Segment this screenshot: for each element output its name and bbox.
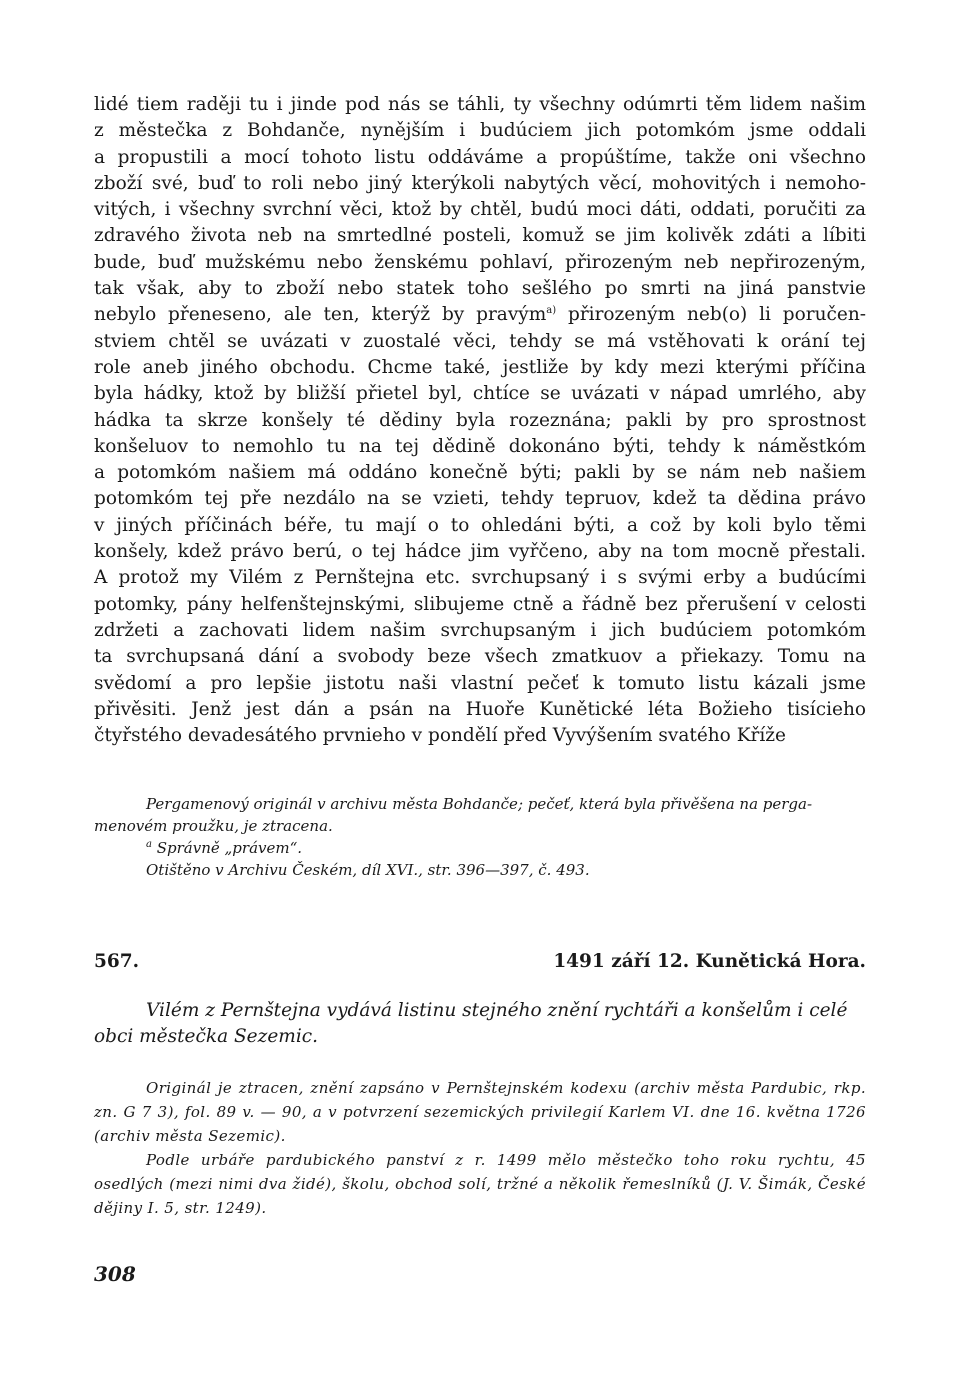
charter-text — [94, 92, 866, 749]
text-line: konšeluov to nemohlo tu na tej dědině dokonáno býti, tehdy k náměstkóm — [94, 435, 866, 457]
text-line: zdravého života neb na smrtedlné posteli, komuž se jim kolivěk zdáti a líbiti — [94, 225, 866, 247]
text-line: přivěsiti. Jenž jest dán a psán na Huoře Kunětické léta Božieho tisícieho — [94, 698, 866, 720]
text-line: v jiných příčinách béře, tu mají o to ohledáni býti, a což by koli bylo těmi — [94, 514, 866, 536]
text-line: čtyřstého devadesátého prvnieho v pondělí před Vyvýšením svatého Kříže — [94, 725, 786, 747]
note-original-cont: menovém proužku, je ztracena. — [94, 817, 333, 836]
text-fragment: přirozeným neb(o) li poručen- — [556, 304, 866, 326]
text-line: role aneb jiného obchodu. Chcme také, jestliže by kdy mezi kterými příčina — [94, 356, 866, 378]
text-line: byla hádky, ktož by bližší přietel byl, chtíce se uvázati v nápad umrlého, aby — [94, 383, 866, 405]
footnote-sup: a — [146, 839, 152, 851]
text-line: hádka ta skrze konšely té dědiny byla rozeznána; pakli by pro sprostnost — [94, 409, 866, 431]
text-line: potomkóm tej pře nezdálo na se vzieti, tehdy tepruov, kdež ta dědina právo — [94, 488, 866, 510]
source-notes — [94, 793, 866, 881]
text-line: vitých, i všechny svrchní věci, ktož by chtěl, budú moci dáti, oddati, poručiti za — [94, 199, 866, 221]
text-line: a potomkóm našiem má oddáno konečně býti; pakli by se nám neb našiem — [94, 462, 866, 484]
entry-heading — [94, 951, 866, 972]
note-urbar: Podle urbáře pardubického panství z r. 1499 mělo městečko toho roku rychtu, 45 osedlých (mezi nimi dva židé), školu, obchod solí, tržné a několik řemeslníků (J. V. Šimák, České dějiny I. 5, str. 1249). — [94, 1151, 866, 1218]
footnote-a — [94, 837, 866, 859]
archival-notes — [94, 1076, 866, 1220]
note-original: Pergamenový originál v archivu města Bohdanče; pečeť, která byla přivěšena na perga- — [146, 795, 813, 814]
page-number: 308 — [94, 1262, 136, 1286]
text-line: svědomí a pro lepšie jistotu naši vlastní pečeť k tomuto listu kázali jsme — [94, 672, 866, 694]
text-line: stviem chtěl se uvázati v zuostalé věci, tehdy se má vstěhovati k orání tej — [94, 330, 866, 352]
text-line: bude, buď mužskému nebo ženskému pohlaví, přirozeným neb nepřirozeným, — [94, 251, 866, 273]
text-line: zboží své, buď to roli nebo jiný kterýkoli nabytých věcí, mohovitých i nemoho- — [94, 172, 866, 194]
text-fragment: nebylo přeneseno, ale ten, kterýž by pravým — [94, 304, 547, 326]
entry-date-place: 1491 září 12. Kunětická Hora. — [553, 951, 866, 973]
text-line: A protož my Vilém z Pernštejna etc. svrchupsaný i s svými erby a budúcími — [94, 567, 866, 589]
regest: Vilém z Pernštejna vydává listinu stejného znění rychtáři a konšelům i celé obci městečka Sezemic. — [94, 1000, 848, 1048]
note-printed: Otištěno v Archivu Českém, díl XVI., str. 396—397, č. 493. — [146, 861, 590, 880]
footnote-text: Správně „právem“. — [156, 839, 303, 858]
text-line: z městečka z Bohdanče, nynějším i budúciem jich potomkóm jsme oddali — [94, 120, 866, 142]
text-line: ta svrchupsaná dání a svobody beze všech zmatkuov a přiekazy. Tomu na — [94, 646, 866, 668]
text-line: zdržeti a zachovati lidem našim svrchupsaným i jich budúciem potomkóm — [94, 619, 866, 641]
text-line: tak však, aby to zboží nebo statek toho sešlého po smrti na jiná panstvie — [94, 278, 866, 300]
entry-number: 567. — [94, 951, 140, 973]
text-line: lidé tiem raději tu i jinde pod nás se táhli, ty všechny odúmrti těm lidem našim — [94, 94, 866, 115]
footnote-marker: a) — [546, 305, 557, 317]
text-line: konšely, kdež právo berú, o tej hádce jim vyřčeno, aby na tom mocně přestali. — [94, 541, 866, 563]
text-line: potomky, pány helfenštejnskými, slibujeme ctně a řádně bez přerušení v celosti — [94, 593, 866, 615]
text-line: a propustili a mocí tohoto listu oddáváme a propúštíme, takže oni všechno — [94, 146, 866, 168]
note-kodex: Originál je ztracen, znění zapsáno v Pernštejnském kodexu (archiv města Pardubic, rkp. zn. G 7 3), fol. 89 v. — 90, a v potvrzení sezemických privilegií Karlem VI. dne 16. května 1726 (archiv města Sezemic). — [94, 1079, 866, 1146]
page-body — [94, 92, 866, 1220]
text-line — [94, 302, 866, 328]
